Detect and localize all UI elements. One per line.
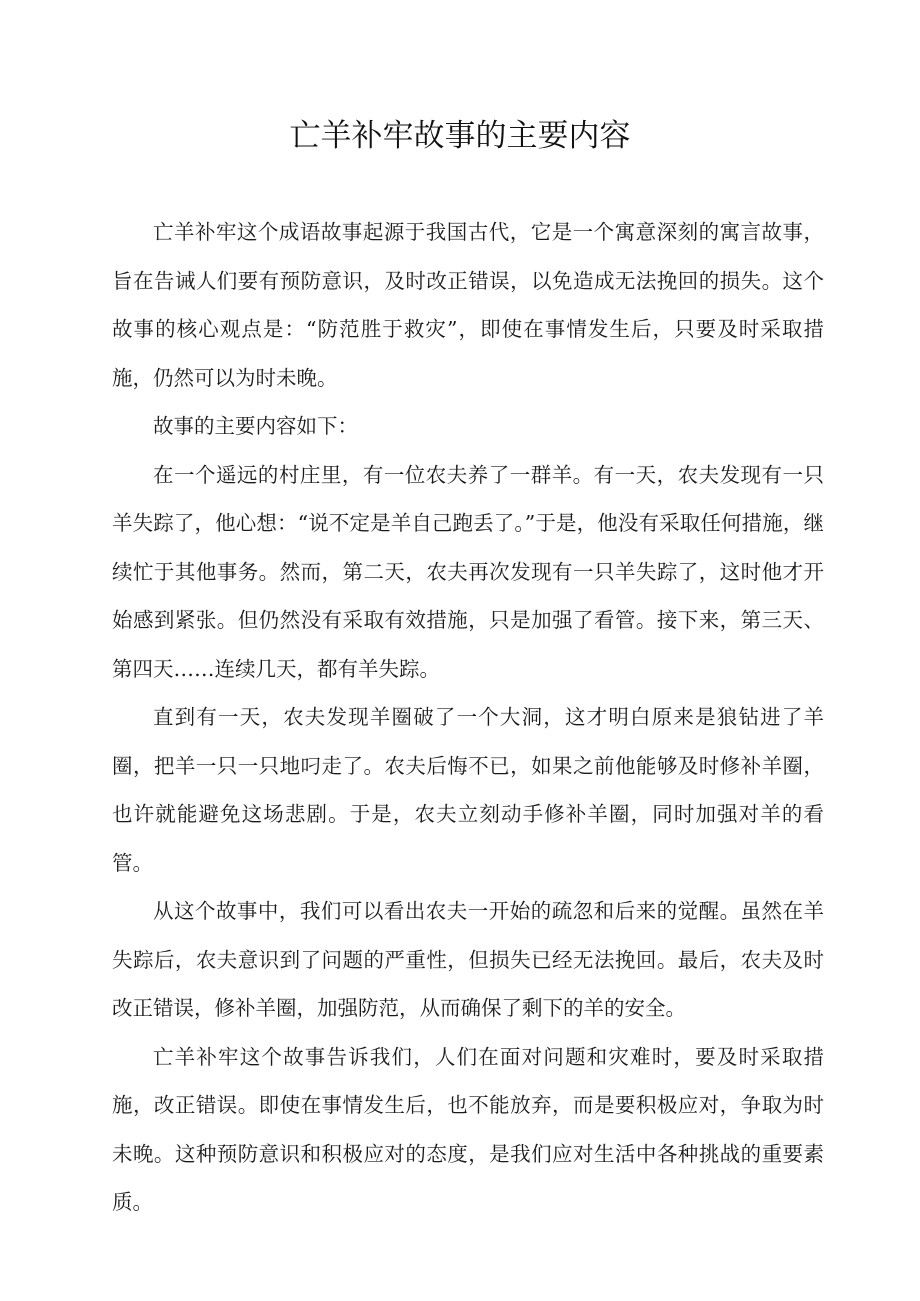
paragraph-moral: 亡羊补牢这个故事告诉我们，人们在面对问题和灾难时，要及时采取措施，改正错误。即使在事情发生后，也不能放弃，而是要积极应对，争取为时未晚。这种预防意识和积极应对的态度，是我们应对生活中各种挑战的重要素质。 (112, 1044, 824, 1214)
paragraph-intro: 亡羊补牢这个成语故事起源于我国古代，它是一个寓意深刻的寓言故事，旨在告诫人们要有预防意识，及时改正错误，以免造成无法挽回的损失。这个故事的核心观点是：“防范胜于救灾”，即使在事情发生后，只要及时采取措施，仍然可以为时未晚。 (112, 220, 824, 390)
paragraph-analysis: 从这个故事中，我们可以看出农夫一开始的疏忽和后来的觉醒。虽然在羊失踪后，农夫意识到了问题的严重性，但损失已经无法挽回。最后，农夫及时改正错误，修补羊圈，加强防范，从而确保了剩下的羊的安全。 (112, 899, 824, 1020)
document-title: 亡羊补牢故事的主要内容 (289, 118, 631, 154)
paragraph-story-climax: 直到有一天，农夫发现羊圈破了一个大洞，这才明白原来是狼钻进了羊圈，把羊一只一只地叼走了。农夫后悔不已，如果之前他能够及时修补羊圈，也许就能避免这场悲剧。于是，农夫立刻动手修补羊圈，同时加强对羊的看管。 (112, 705, 824, 875)
document-body (112, 208, 824, 1227)
paragraph-story-beginning: 在一个遥远的村庄里，有一位农夫养了一群羊。有一天，农夫发现有一只羊失踪了，他心想：“说不定是羊自己跑丢了。”于是，他没有采取任何措施，继续忙于其他事务。然而，第二天，农夫再次发现有一只羊失踪了，这时他才开始感到紧张。但仍然没有采取有效措施，只是加强了看管。接下来，第三天、第四天……连续几天，都有羊失踪。 (112, 462, 824, 681)
paragraph-content-heading: 故事的主要内容如下： (153, 414, 358, 438)
